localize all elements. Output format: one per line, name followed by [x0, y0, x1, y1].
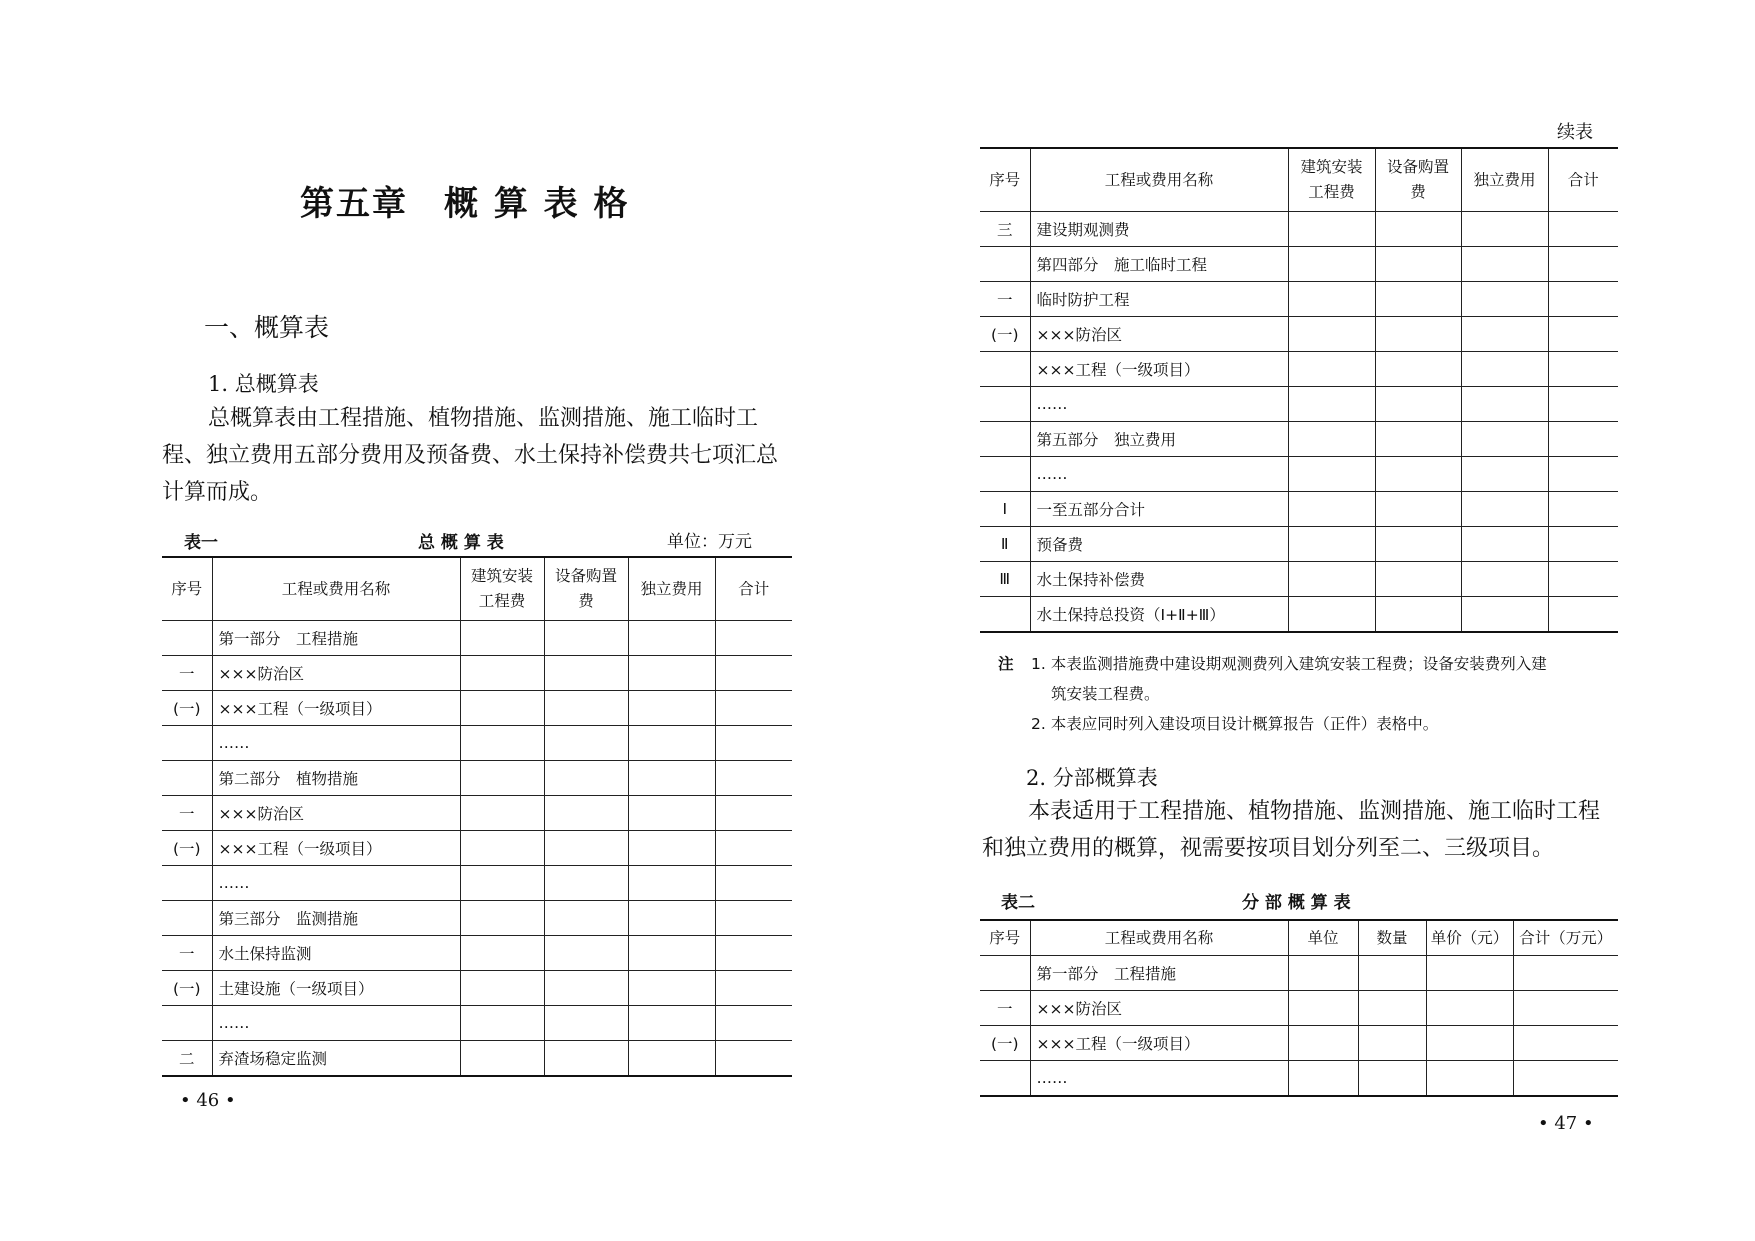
- table-row: [980, 527, 1618, 562]
- table-row: [162, 901, 792, 936]
- header-equipment-cost: 设备购置费: [544, 557, 628, 621]
- header-independent-cost: 独立费用: [1461, 148, 1548, 212]
- partial-estimate-table: [980, 919, 1618, 1097]
- row-no: 一: [980, 282, 1030, 317]
- row-name: 第三部分 监测措施: [212, 901, 460, 936]
- row-no: 一: [162, 796, 212, 831]
- row-name: ×××防治区: [1030, 317, 1288, 352]
- table-row: [980, 991, 1618, 1026]
- row-no: 一: [980, 991, 1030, 1026]
- total-estimate-table: [162, 556, 792, 1077]
- table-row: [162, 726, 792, 761]
- table-row: [162, 1006, 792, 1041]
- table-row: [980, 387, 1618, 422]
- row-name: 一至五部分合计: [1030, 492, 1288, 527]
- row-no: [980, 247, 1030, 282]
- chapter-title: 第五章 概 算 表 格: [300, 184, 630, 224]
- notes: [1031, 649, 1547, 739]
- table-row: [980, 597, 1618, 633]
- header-no: 序号: [980, 920, 1030, 956]
- row-no: Ⅰ: [980, 492, 1030, 527]
- note-line: 2. 本表应同时列入建设项目设计概算报告（正件）表格中。: [1031, 715, 1439, 733]
- row-no: [162, 761, 212, 796]
- row-name: 第四部分 施工临时工程: [1030, 247, 1288, 282]
- row-name: ×××工程（一级项目）: [212, 691, 460, 726]
- row-name: ……: [212, 866, 460, 901]
- subsection-title-total: 1. 总概算表: [208, 372, 319, 396]
- header-total: 合计: [715, 557, 792, 621]
- row-name: ×××防治区: [1030, 991, 1288, 1026]
- row-no: [162, 866, 212, 901]
- table-header-row: [980, 920, 1618, 956]
- table-row: [980, 1061, 1618, 1097]
- row-name: ……: [212, 726, 460, 761]
- note-line: 1. 本表监测措施费中建设期观测费列入建筑安装工程费；设备安装费列入建: [1031, 655, 1547, 673]
- row-no: 二: [162, 1041, 212, 1077]
- table-row: [980, 212, 1618, 247]
- table-row: [162, 621, 792, 656]
- row-name: ……: [1030, 387, 1288, 422]
- row-name: ×××防治区: [212, 796, 460, 831]
- row-name: 第二部分 植物措施: [212, 761, 460, 796]
- row-name: 建设期观测费: [1030, 212, 1288, 247]
- row-no: (一): [162, 831, 212, 866]
- row-no: [980, 1061, 1030, 1097]
- header-name: 工程或费用名称: [1030, 148, 1288, 212]
- row-no: [980, 422, 1030, 457]
- row-no: [162, 726, 212, 761]
- row-no: [980, 457, 1030, 492]
- table-row: [980, 247, 1618, 282]
- section-title: 一、概算表: [204, 313, 330, 342]
- row-name: ×××工程（一级项目）: [212, 831, 460, 866]
- row-name: ×××防治区: [212, 656, 460, 691]
- table-header-row: [162, 557, 792, 621]
- row-name: ×××工程（一级项目）: [1030, 352, 1288, 387]
- row-no: Ⅲ: [980, 562, 1030, 597]
- paragraph-line: 和独立费用的概算，视需要按项目划分列至二、三级项目。: [982, 836, 1555, 861]
- row-no: [162, 621, 212, 656]
- row-no: [162, 901, 212, 936]
- row-name: 水土保持总投资（Ⅰ+Ⅱ+Ⅲ）: [1030, 597, 1288, 633]
- paragraph-partial: [982, 793, 1600, 867]
- row-name: ……: [1030, 457, 1288, 492]
- row-name: 水土保持补偿费: [1030, 562, 1288, 597]
- note-line: 筑安装工程费。: [1051, 685, 1160, 703]
- row-name: 水土保持监测: [212, 936, 460, 971]
- table-row: [980, 956, 1618, 991]
- row-no: (一): [162, 691, 212, 726]
- paragraph-line: 本表适用于工程措施、植物措施、监测措施、施工临时工程: [1028, 799, 1601, 824]
- header-quantity: 数量: [1358, 920, 1426, 956]
- row-name: 临时防护工程: [1030, 282, 1288, 317]
- table-row: [980, 422, 1618, 457]
- header-equipment-cost: 设备购置费: [1375, 148, 1461, 212]
- table-row: [162, 866, 792, 901]
- table-label: 表一: [184, 533, 218, 553]
- paragraph-line: 程、独立费用五部分费用及预备费、水土保持补偿费共七项汇总: [162, 443, 779, 468]
- row-no: 三: [980, 212, 1030, 247]
- table-header-row: [980, 148, 1618, 212]
- paragraph-line: 计算而成。: [162, 480, 273, 505]
- paragraph-total: [162, 400, 778, 511]
- row-no: 一: [162, 656, 212, 691]
- header-no: 序号: [980, 148, 1030, 212]
- row-no: [162, 1006, 212, 1041]
- row-name: ……: [1030, 1061, 1288, 1097]
- header-name: 工程或费用名称: [212, 557, 460, 621]
- table-row: [162, 831, 792, 866]
- table2-title: 分 部 概 算 表: [1242, 893, 1351, 913]
- row-no: [980, 597, 1030, 633]
- header-total-amount: 合计（万元）: [1513, 920, 1618, 956]
- row-name: ×××工程（一级项目）: [1030, 1026, 1288, 1061]
- continued-label: 续表: [1557, 122, 1593, 143]
- row-no: (一): [162, 971, 212, 1006]
- header-no: 序号: [162, 557, 212, 621]
- header-total: 合计: [1548, 148, 1618, 212]
- row-no: Ⅱ: [980, 527, 1030, 562]
- table-row: [162, 936, 792, 971]
- table-row: [980, 352, 1618, 387]
- row-name: 土建设施（一级项目）: [212, 971, 460, 1006]
- table-row: [162, 971, 792, 1006]
- table-row: [162, 796, 792, 831]
- page-number-left: • 46 •: [180, 1090, 236, 1111]
- row-no: [980, 352, 1030, 387]
- row-name: 预备费: [1030, 527, 1288, 562]
- row-name: 第一部分 工程措施: [212, 621, 460, 656]
- table2-label: 表二: [1001, 893, 1035, 913]
- note-label: 注: [998, 655, 1014, 673]
- total-estimate-table-continued: [980, 147, 1618, 633]
- row-no: [980, 387, 1030, 422]
- header-construction-cost: 建筑安装工程费: [1288, 148, 1375, 212]
- table-row: [980, 317, 1618, 352]
- row-no: (一): [980, 1026, 1030, 1061]
- table-row: [162, 691, 792, 726]
- header-unit-price: 单价（元）: [1426, 920, 1513, 956]
- row-name: 第一部分 工程措施: [1030, 956, 1288, 991]
- row-name: 弃渣场稳定监测: [212, 1041, 460, 1077]
- table-row: [162, 761, 792, 796]
- table-row: [162, 656, 792, 691]
- table-unit: 单位：万元: [667, 532, 752, 552]
- header-name: 工程或费用名称: [1030, 920, 1288, 956]
- subsection-title-partial: 2. 分部概算表: [1026, 766, 1158, 790]
- table-title: 总 概 算 表: [418, 533, 504, 553]
- page-number-right: • 47 •: [1538, 1113, 1594, 1134]
- table-row: [980, 492, 1618, 527]
- table-row: [980, 1026, 1618, 1061]
- row-no: (一): [980, 317, 1030, 352]
- header-independent-cost: 独立费用: [628, 557, 715, 621]
- header-unit: 单位: [1288, 920, 1358, 956]
- row-name: 第五部分 独立费用: [1030, 422, 1288, 457]
- row-no: [980, 956, 1030, 991]
- paragraph-line: 总概算表由工程措施、植物措施、监测措施、施工临时工: [208, 406, 759, 431]
- header-construction-cost: 建筑安装工程费: [460, 557, 544, 621]
- row-name: ……: [212, 1006, 460, 1041]
- table-row: [980, 282, 1618, 317]
- table-row: [980, 457, 1618, 492]
- table-row: [162, 1041, 792, 1077]
- table-row: [980, 562, 1618, 597]
- row-no: 一: [162, 936, 212, 971]
